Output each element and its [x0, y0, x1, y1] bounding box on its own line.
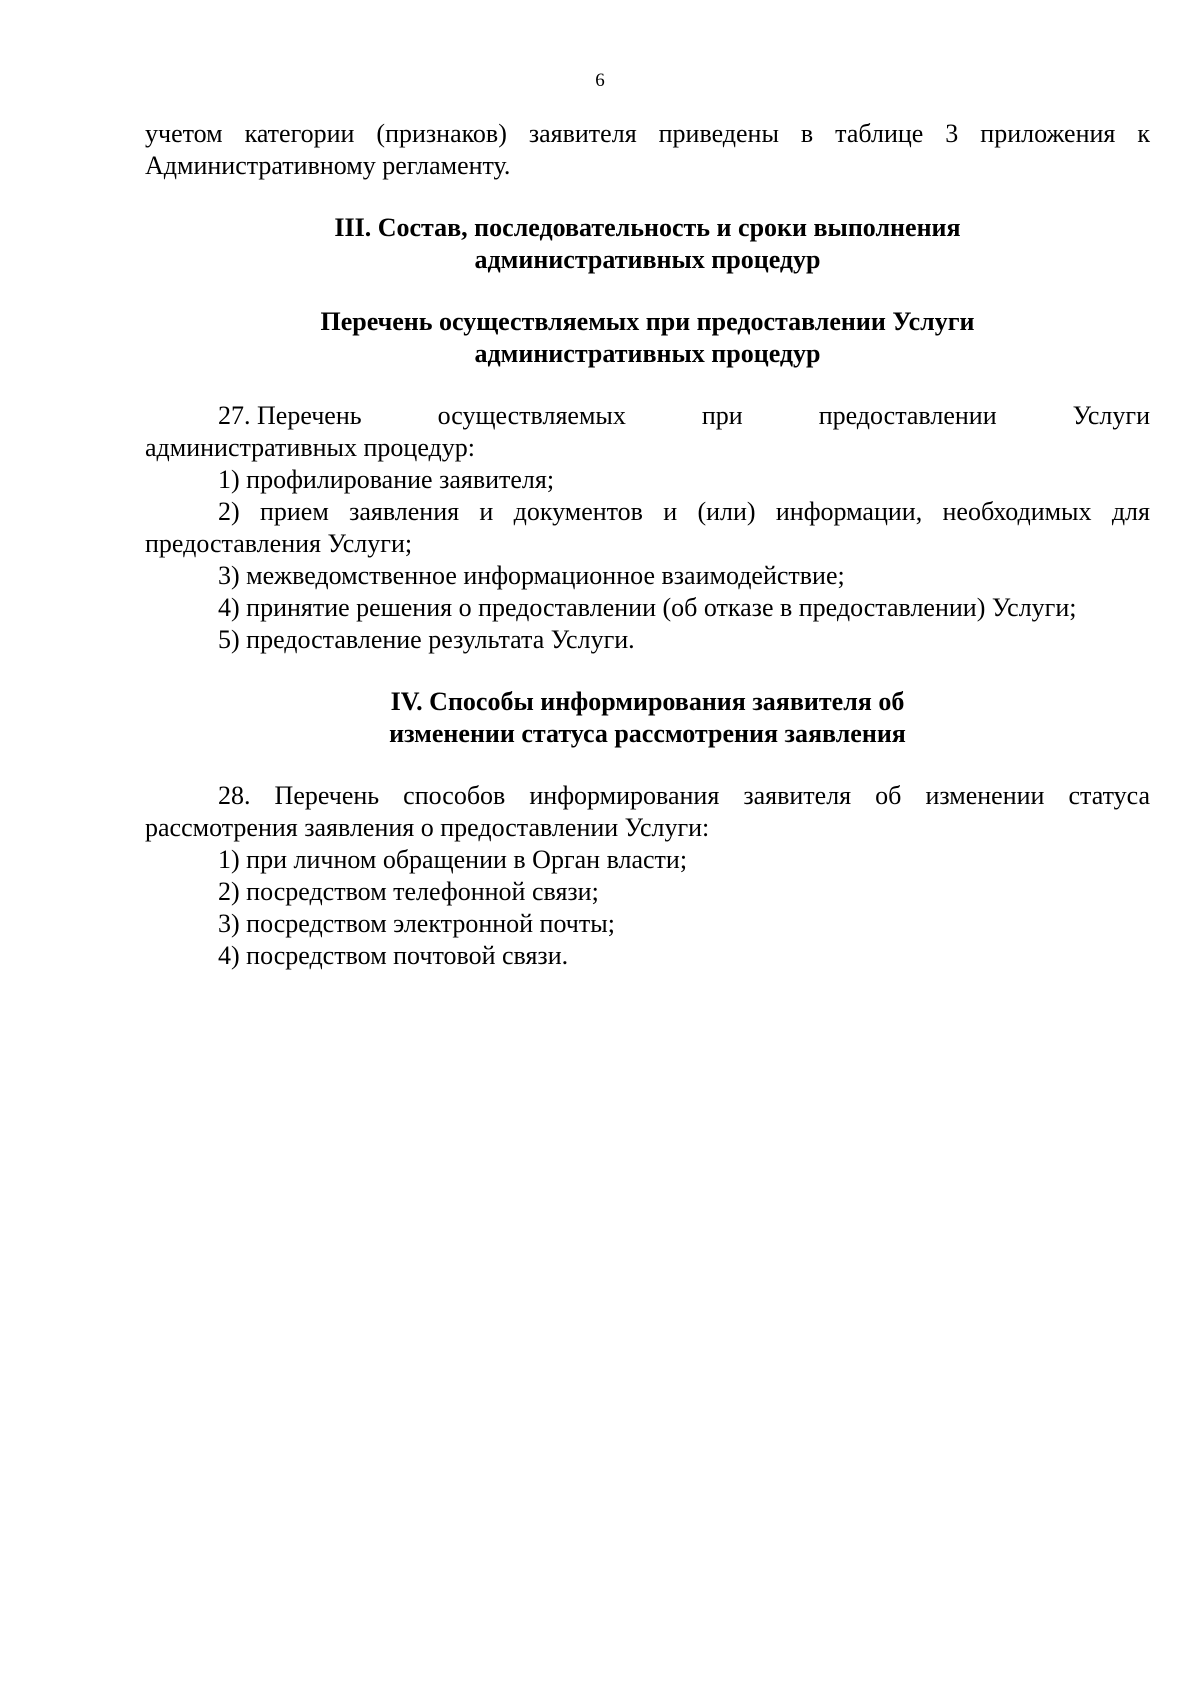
paragraph-27-word: 27. Перечень [218, 401, 362, 430]
list-item: 1) профилирование заявителя; [218, 465, 555, 494]
paragraph-27-line-2: административных процедур: [145, 433, 475, 462]
page-number: 6 [595, 70, 605, 91]
paragraph-27-word: осуществляемых [437, 401, 626, 430]
list-item: 3) посредством электронной почты; [218, 909, 615, 938]
list-item: 5) предоставление результата Услуги. [218, 625, 635, 654]
list-item: 2) прием заявления и документов и (или) информации, необходимых для [218, 497, 1150, 526]
section-3-subtitle-line-2: административных процедур [474, 339, 821, 368]
list-item-continuation: предоставления Услуги; [145, 529, 413, 558]
intro-line-2: Административному регламенту. [145, 151, 511, 180]
document-body [145, 118, 1150, 972]
paragraph-27-word: при [701, 401, 743, 430]
section-3-subtitle-line-1: Перечень осуществляемых при предоставлении Услуги [320, 307, 975, 336]
section-4-title-line-2: изменении статуса рассмотрения заявления [389, 719, 906, 748]
list-item: 4) посредством почтовой связи. [218, 941, 569, 970]
paragraph-27-word: предоставлении [818, 401, 997, 430]
intro-line-1: учетом категории (признаков) заявителя приведены в таблице 3 приложения к [145, 119, 1150, 148]
section-3-title-line-2: административных процедур [474, 245, 821, 274]
list-item: 4) принятие решения о предоставлении (об отказе в предоставлении) Услуги; [218, 593, 1077, 622]
section-4-title-line-1: IV. Способы информирования заявителя об [390, 687, 905, 716]
list-item: 3) межведомственное информационное взаимодействие; [218, 561, 845, 590]
section-3-subtitle [145, 306, 1150, 370]
section-4-title [145, 686, 1150, 750]
list-item: 2) посредством телефонной связи; [218, 877, 599, 906]
section-3-title-line-1: III. Состав, последовательность и сроки выполнения [334, 213, 961, 242]
paragraph-28-line-1: 28. Перечень способов информирования заявителя об изменении статуса [218, 781, 1150, 810]
paragraph-27-line-1 [145, 400, 1150, 432]
list-item: 1) при личном обращении в Орган власти; [218, 845, 688, 874]
section-3-title [145, 212, 1150, 276]
paragraph-27-word: Услуги [1072, 401, 1150, 430]
paragraph-28-line-2: рассмотрения заявления о предоставлении Услуги: [145, 813, 710, 842]
